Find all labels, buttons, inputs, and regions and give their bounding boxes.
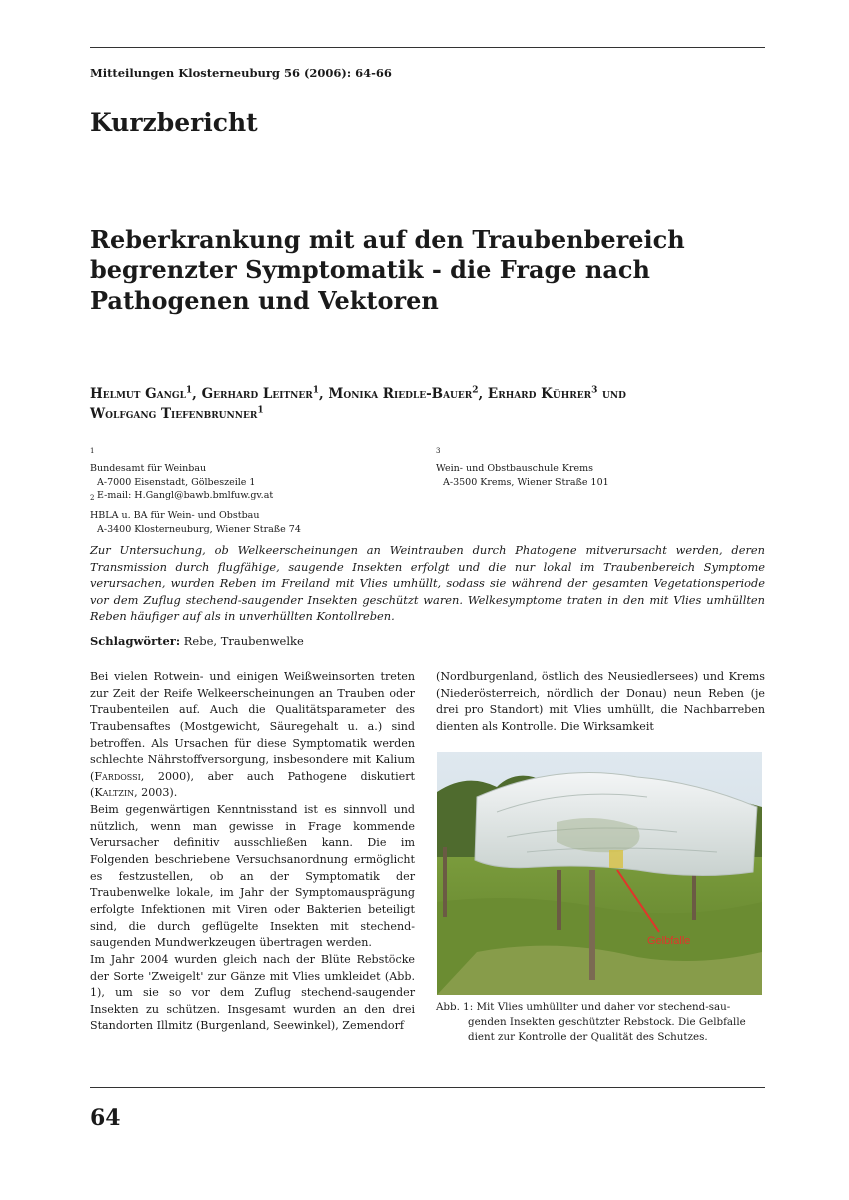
citation: Kaltzin [94,786,135,800]
author-name: Gerhard Leitner [201,386,313,402]
citation: Fardossi [94,769,141,783]
author-affil-mark: 1 [312,385,320,396]
photo-annotation: Gelbfalle [647,935,691,947]
author-affil-mark: 3 [591,385,598,396]
affiliation-mark: 3 [436,447,441,455]
body-paragraph: (Nordburgenland, östlich des Neusiedlersees) und Krems (Niederösterreich, nördlich der Donau) neun Reben (je drei pro Standort) mit Vlies umhüllt, die Nachbarreben dienten als Kontrolle. Die Wirksamkeit [436,670,765,733]
author-name: Monika Riedle-Bauer [328,386,473,402]
title-line: Reberkrankung mit auf den Traubenbereich [90,225,685,254]
body-column-left [90,669,415,1035]
body-paragraph [90,669,415,802]
vineyard-photo-illustration [437,752,762,995]
journal-citation: Mitteilungen Klosterneuburg 56 (2006): 64-66 [90,66,392,80]
caption-line: Abb. 1: Mit Vlies umhüllter und daher vor stechend-sau- [436,1001,731,1013]
affiliation-3 [436,446,609,489]
bottom-rule [90,1087,765,1088]
affiliation-email: E-mail: H.Gangl@bawb.bmlfuw.gv.at [97,490,274,502]
affiliation-line: HBLA u. BA für Wein- und Obstbau [90,509,260,521]
figure-caption [436,1000,766,1045]
author-separator: , [319,386,329,402]
body-text: , 2003). [134,786,178,800]
affiliation-line: Bundesamt für Weinbau [90,462,207,474]
author-affil-mark: 1 [257,405,264,416]
figure-photo [437,752,762,995]
body-text: , 2000), aber auch Pathogene diskutiert ( [90,769,415,800]
author-name: Wolfgang Tiefenbrunner [90,406,258,423]
affiliation-mark: 1 [90,447,95,455]
keywords-value: Rebe, Traubenwelke [183,634,304,648]
affiliation-2 [90,493,301,536]
author-affil-mark: 2 [472,385,479,396]
body-paragraph: Im Jahr 2004 wurden gleich nach der Blüte Rebstöcke der Sorte 'Zweigelt' zur Gänze mit Vlies umkleidet (Abb. 1), um sie so vor dem Zuflug stechend-saugender Insekten zu schützen. Insgesamt wurden an den drei Standorten Illmitz (Burgenland, Seewinkel), Zemendorf [90,952,415,1033]
section-heading: Kurzbericht [90,108,258,137]
author-name: Helmut Gangl [90,386,186,402]
affiliation-line: A-3500 Krems, Wiener Straße 101 [443,476,609,488]
author-separator: , [478,386,488,402]
author-separator: und [597,386,626,402]
author-name: Erhard Kührer [487,386,592,402]
body-text: Bei vielen Rotwein- und einigen Weißweinsorten treten zur Zeit der Reife Welkeerscheinungen an Trauben oder Traubenteilen auf. Auch die Qualitätsparameter des Traubensaftes (Mostgewicht, Säuregehalt u. a.) sind betroffen. Als Ursachen für diese Symptomatik werden schlechte Nährstoffversorgung, insbesondere mit Kalium ( [90,670,415,783]
keywords-label: Schlagwörter: [90,634,181,648]
article-title [90,225,730,316]
body-column-right [436,669,765,736]
affiliation-line: A-7000 Eisenstadt, Gölbeszeile 1 [97,476,256,488]
affiliation-line: Wein- und Obstbauschule Krems [436,462,594,474]
title-line: Pathogenen und Vektoren [90,285,439,315]
top-rule [90,47,765,48]
affiliation-mark: 2 [90,494,95,502]
affiliation-line: A-3400 Klosterneuburg, Wiener Straße 74 [97,523,301,535]
abstract: Zur Untersuchung, ob Welkeerscheinungen an Weintrauben durch Phatogene mitverursacht werden, deren Transmission durch flugfähige, saugende Insekten erfolgt und die nur lokal im Traubenbereich Symptome verursachen, wurden Reben im Freiland mit Vlies umhüllt, sodass sie während der gesamten Vegetationsperiode vor dem Zuflug stechend-saugender Insekten geschützt waren. Welkesymptome traten in den mit Vlies umhüllten Reben häufiger auf als in unverhüllten Kontollreben. [90,543,765,624]
page-number: 64 [90,1105,121,1131]
title-line: begrenzter Symptomatik - die Frage nach [90,255,650,285]
author-separator: , [192,386,202,402]
body-paragraph: Beim gegenwärtigen Kenntnisstand ist es sinnvoll und nützlich, wenn man gewisse in Frage kommende Verursacher definitiv ausschließen kann. Die im Folgenden beschriebene Versuchsanordnung ermöglicht es festzustellen, ob an der Symptomatik der Traubenwelke lokale, im Jahr der Symptomausprägung erfolgte Infektionen mit Viren oder Bakterien beteiligt sind, die durch geflügelte Insekten mit stechend-saugenden Mundwerkzeugen übertragen werden. [90,803,415,950]
author-affil-mark: 1 [185,385,193,396]
caption-line: genden Insekten geschützter Rebstock. Die Gelbfalle dient zur Kontrolle der Qualität des Schutzes. [468,1015,746,1043]
author-list [90,384,770,425]
keywords [90,634,304,648]
